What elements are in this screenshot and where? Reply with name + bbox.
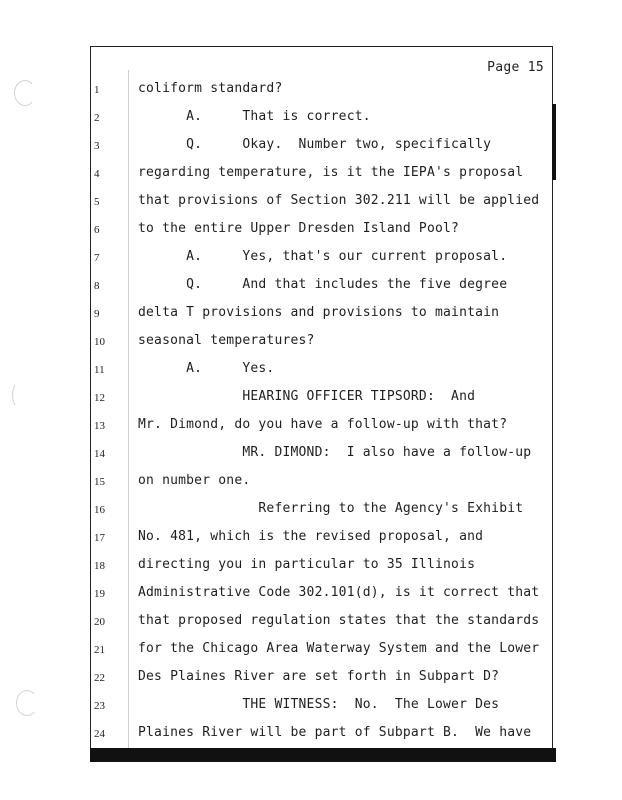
transcript-line: Q. Okay. Number two, specifically	[138, 137, 492, 152]
page-number: Page 15	[487, 60, 544, 75]
line-number-rule	[128, 70, 129, 748]
transcript-line: HEARING OFFICER TIPSORD: And	[138, 389, 476, 404]
transcript-line: THE WITNESS: No. The Lower Des	[138, 697, 500, 712]
line-number: 21	[94, 644, 105, 656]
line-number: 5	[94, 196, 100, 208]
punch-hole-bottom	[16, 690, 38, 716]
line-number: 10	[94, 336, 105, 348]
transcript-line: A. That is correct.	[138, 109, 371, 124]
page-edge-shadow	[552, 104, 556, 180]
line-number: 16	[94, 504, 105, 516]
page-bottom-bar	[90, 748, 556, 762]
punch-hole-middle	[12, 382, 26, 408]
transcript-line: regarding temperature, is it the IEPA's proposal	[138, 165, 524, 180]
line-number: 19	[94, 588, 105, 600]
transcript-line: that proposed regulation states that the standards	[138, 613, 540, 628]
line-number: 24	[94, 728, 105, 740]
transcript-line: coliform standard?	[138, 81, 283, 96]
transcript-line: Des Plaines River are set forth in Subpart D?	[138, 669, 500, 684]
transcript-line: Mr. Dimond, do you have a follow-up with that?	[138, 417, 508, 432]
transcript-line: Administrative Code 302.101(d), is it correct that	[138, 585, 540, 600]
transcript-line: delta T provisions and provisions to maintain	[138, 305, 500, 320]
transcript-line: Q. And that includes the five degree	[138, 277, 508, 292]
line-number: 23	[94, 700, 105, 712]
line-number: 12	[94, 392, 105, 404]
line-number: 13	[94, 420, 105, 432]
line-number: 8	[94, 280, 100, 292]
line-number: 9	[94, 308, 100, 320]
line-number: 11	[94, 364, 105, 376]
transcript-line: to the entire Upper Dresden Island Pool?	[138, 221, 460, 236]
line-number: 20	[94, 616, 105, 628]
transcript-line: MR. DIMOND: I also have a follow-up	[138, 445, 532, 460]
transcript-line: directing you in particular to 35 Illinois	[138, 557, 476, 572]
transcript-line: Plaines River will be part of Subpart B. We have	[138, 725, 532, 740]
transcript-line: on number one.	[138, 473, 251, 488]
transcript-line: that provisions of Section 302.211 will be applied	[138, 193, 540, 208]
punch-hole-top	[14, 80, 36, 106]
line-number: 17	[94, 532, 105, 544]
line-number: 2	[94, 112, 100, 124]
transcript-line: No. 481, which is the revised proposal, and	[138, 529, 484, 544]
transcript-line: seasonal temperatures?	[138, 333, 315, 348]
line-number: 7	[94, 252, 100, 264]
line-number: 3	[94, 140, 100, 152]
line-number: 6	[94, 224, 100, 236]
line-number: 15	[94, 476, 105, 488]
line-number: 1	[94, 84, 100, 96]
transcript-line: A. Yes, that's our current proposal.	[138, 249, 508, 264]
transcript-line: Referring to the Agency's Exhibit	[138, 501, 524, 516]
transcript-line: for the Chicago Area Waterway System and the Lower	[138, 641, 540, 656]
line-number: 18	[94, 560, 105, 572]
line-number: 4	[94, 168, 100, 180]
line-number: 22	[94, 672, 105, 684]
transcript-line: A. Yes.	[138, 361, 275, 376]
line-number: 14	[94, 448, 105, 460]
